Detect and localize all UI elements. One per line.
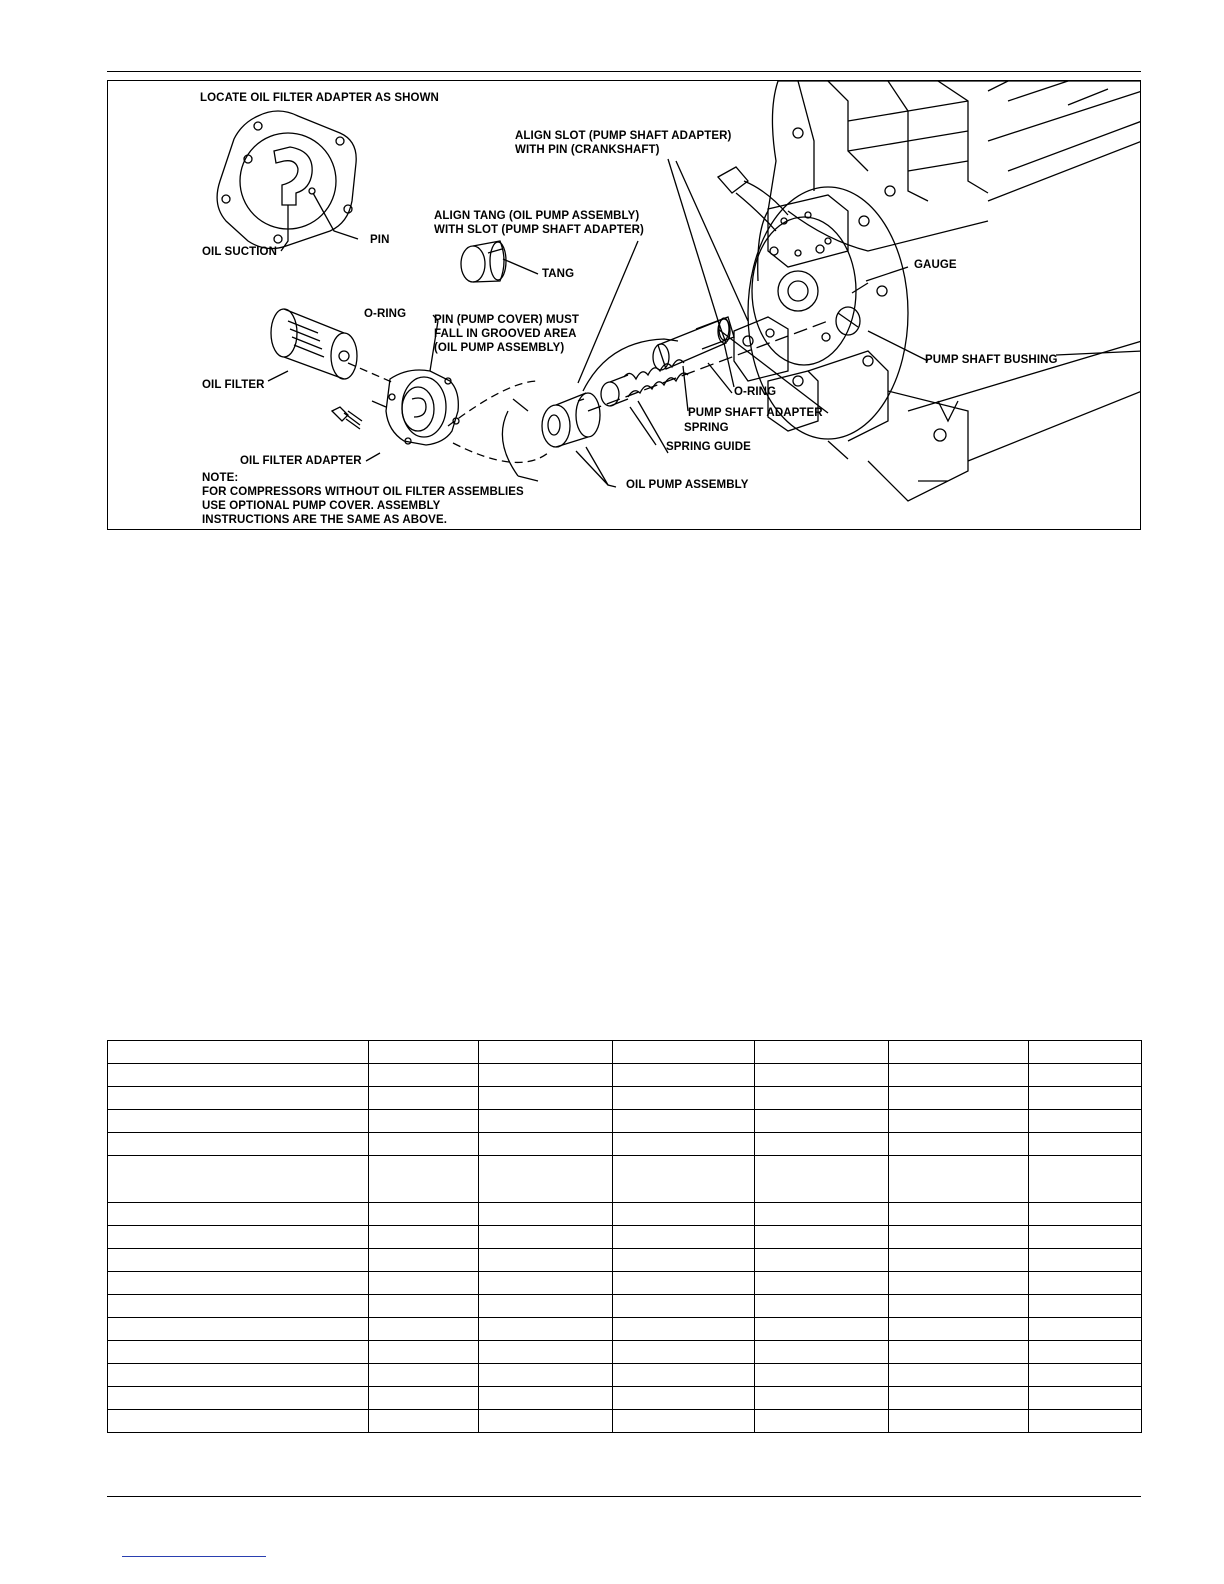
specification-table — [107, 1040, 1142, 1433]
table-cell — [889, 1064, 1029, 1087]
table-cell — [889, 1295, 1029, 1318]
table-cell — [369, 1272, 479, 1295]
table-cell — [108, 1041, 369, 1064]
oil-filter-adapter-drawing — [372, 370, 459, 445]
table-cell — [479, 1226, 613, 1249]
table-cell — [369, 1203, 479, 1226]
table-cell — [479, 1364, 613, 1387]
table-row — [108, 1133, 1142, 1156]
table-row — [108, 1226, 1142, 1249]
header-rule — [107, 71, 1141, 72]
table-cell — [479, 1064, 613, 1087]
table-cell — [108, 1318, 369, 1341]
table-cell — [889, 1041, 1029, 1064]
table-cell — [755, 1041, 889, 1064]
table-cell — [479, 1318, 613, 1341]
table-cell — [755, 1364, 889, 1387]
footer-rule — [107, 1496, 1141, 1497]
table-cell — [889, 1341, 1029, 1364]
label-oil-suction: OIL SUCTION — [202, 246, 278, 258]
oil-pump-assembly-drawing — [542, 393, 600, 447]
table-cell — [755, 1226, 889, 1249]
table-cell — [1029, 1295, 1142, 1318]
table-cell — [479, 1203, 613, 1226]
table-cell — [108, 1410, 369, 1433]
table-cell — [108, 1295, 369, 1318]
table-row — [108, 1272, 1142, 1295]
table-cell — [755, 1387, 889, 1410]
table-cell — [613, 1156, 755, 1203]
label-pin-pump-cover-line1: PIN (PUMP COVER) MUST — [434, 314, 580, 326]
table-cell — [479, 1156, 613, 1203]
table-row — [108, 1087, 1142, 1110]
table-cell — [108, 1249, 369, 1272]
table-row — [108, 1203, 1142, 1226]
label-o-ring-left: O-RING — [364, 308, 407, 320]
table-cell — [1029, 1249, 1142, 1272]
adapter-top-view — [217, 111, 356, 249]
table-cell — [369, 1249, 479, 1272]
table-cell — [1029, 1110, 1142, 1133]
table-cell — [889, 1110, 1029, 1133]
table-cell — [479, 1087, 613, 1110]
table-cell — [613, 1364, 755, 1387]
table-cell — [479, 1110, 613, 1133]
note-line-2: USE OPTIONAL PUMP COVER. ASSEMBLY — [202, 500, 441, 512]
table-cell — [479, 1249, 613, 1272]
table-cell — [889, 1410, 1029, 1433]
label-spring-guide: SPRING GUIDE — [666, 441, 751, 453]
table-cell — [369, 1410, 479, 1433]
table-cell — [369, 1041, 479, 1064]
table-row — [108, 1364, 1142, 1387]
table-cell — [613, 1295, 755, 1318]
table-cell — [755, 1249, 889, 1272]
table-cell — [613, 1318, 755, 1341]
table-cell — [755, 1156, 889, 1203]
table-cell — [613, 1133, 755, 1156]
label-pin-pump-cover-line3: (OIL PUMP ASSEMBLY) — [434, 342, 565, 354]
table-row — [108, 1410, 1142, 1433]
table-cell — [369, 1087, 479, 1110]
table-cell — [755, 1087, 889, 1110]
note-line-3: INSTRUCTIONS ARE THE SAME AS ABOVE. — [202, 514, 448, 526]
table-row — [108, 1110, 1142, 1133]
table-cell — [1029, 1387, 1142, 1410]
table-cell — [369, 1364, 479, 1387]
table-cell — [479, 1295, 613, 1318]
table-cell — [613, 1226, 755, 1249]
table-cell — [755, 1295, 889, 1318]
label-align-tang-line1: ALIGN TANG (OIL PUMP ASSEMBLY) — [434, 210, 640, 222]
table-cell — [479, 1410, 613, 1433]
table-cell — [613, 1272, 755, 1295]
table-cell — [108, 1087, 369, 1110]
label-spring: SPRING — [684, 422, 729, 434]
table-row — [108, 1064, 1142, 1087]
table-cell — [1029, 1318, 1142, 1341]
table-cell — [613, 1249, 755, 1272]
footer-link-underline[interactable] — [122, 1556, 266, 1557]
table-cell — [369, 1110, 479, 1133]
table-cell — [1029, 1272, 1142, 1295]
label-tang: TANG — [542, 268, 575, 280]
label-o-ring-right: O-RING — [734, 386, 777, 398]
compressor-housing-drawing — [718, 81, 1141, 501]
table-cell — [755, 1133, 889, 1156]
table-cell — [889, 1203, 1029, 1226]
table-cell — [1029, 1410, 1142, 1433]
table-cell — [755, 1272, 889, 1295]
table-cell — [369, 1156, 479, 1203]
table-cell — [108, 1064, 369, 1087]
table-cell — [889, 1387, 1029, 1410]
table-cell — [889, 1364, 1029, 1387]
label-pin-pump-cover-line2: FALL IN GROOVED AREA — [434, 328, 577, 340]
table-cell — [369, 1226, 479, 1249]
table-cell — [108, 1272, 369, 1295]
table-row — [108, 1156, 1142, 1203]
table-cell — [1029, 1364, 1142, 1387]
table-cell — [613, 1341, 755, 1364]
table-cell — [369, 1341, 479, 1364]
table-cell — [613, 1203, 755, 1226]
table-cell — [479, 1341, 613, 1364]
label-pump-shaft-bushing: PUMP SHAFT BUSHING — [925, 354, 1058, 366]
label-align-slot-line1: ALIGN SLOT (PUMP SHAFT ADAPTER) — [515, 130, 732, 142]
table-cell — [889, 1318, 1029, 1341]
table-row — [108, 1041, 1142, 1064]
table-cell — [369, 1387, 479, 1410]
table-cell — [1029, 1226, 1142, 1249]
label-align-slot-line2: WITH PIN (CRANKSHAFT) — [515, 144, 660, 156]
table-cell — [108, 1387, 369, 1410]
table-row — [108, 1318, 1142, 1341]
table-cell — [613, 1410, 755, 1433]
bolt-drawing — [332, 407, 362, 429]
table-cell — [889, 1087, 1029, 1110]
table-cell — [613, 1087, 755, 1110]
table-cell — [108, 1203, 369, 1226]
table-cell — [755, 1064, 889, 1087]
table-cell — [889, 1156, 1029, 1203]
table-cell — [755, 1341, 889, 1364]
table-cell — [1029, 1203, 1142, 1226]
table-cell — [108, 1226, 369, 1249]
oil-filter-drawing — [271, 309, 357, 379]
note-heading: NOTE: — [202, 472, 239, 484]
table-cell — [479, 1041, 613, 1064]
table-cell — [1029, 1087, 1142, 1110]
label-oil-pump-assembly: OIL PUMP ASSEMBLY — [626, 479, 749, 491]
table-cell — [889, 1249, 1029, 1272]
table-cell — [108, 1133, 369, 1156]
table-cell — [108, 1341, 369, 1364]
table-cell — [755, 1203, 889, 1226]
label-pin: PIN — [370, 234, 390, 246]
table-cell — [369, 1295, 479, 1318]
label-locate: LOCATE OIL FILTER ADAPTER AS SHOWN — [200, 92, 439, 104]
label-oil-filter: OIL FILTER — [202, 379, 265, 391]
table-cell — [108, 1364, 369, 1387]
table-row — [108, 1295, 1142, 1318]
table-cell — [889, 1133, 1029, 1156]
table-row — [108, 1387, 1142, 1410]
specification-table-body — [108, 1041, 1142, 1433]
table-cell — [479, 1272, 613, 1295]
table-cell — [1029, 1064, 1142, 1087]
table-cell — [479, 1133, 613, 1156]
table-cell — [889, 1272, 1029, 1295]
table-cell — [613, 1041, 755, 1064]
table-cell — [755, 1410, 889, 1433]
table-cell — [889, 1226, 1029, 1249]
table-cell — [1029, 1341, 1142, 1364]
table-cell — [108, 1156, 369, 1203]
pump-shaft-adapter-drawing — [653, 317, 734, 370]
spring-drawing — [624, 360, 688, 397]
table-row — [108, 1249, 1142, 1272]
table-cell — [613, 1387, 755, 1410]
table-cell — [369, 1133, 479, 1156]
table-cell — [755, 1318, 889, 1341]
table-cell — [1029, 1041, 1142, 1064]
label-oil-filter-adapter: OIL FILTER ADAPTER — [240, 455, 362, 467]
table-cell — [1029, 1133, 1142, 1156]
table-cell — [613, 1064, 755, 1087]
table-cell — [755, 1110, 889, 1133]
label-gauge: GAUGE — [914, 259, 957, 271]
oil-pump-assembly-figure — [107, 80, 1141, 530]
table-cell — [369, 1318, 479, 1341]
table-cell — [613, 1110, 755, 1133]
table-cell — [1029, 1156, 1142, 1203]
table-row — [108, 1341, 1142, 1364]
label-align-tang-line2: WITH SLOT (PUMP SHAFT ADAPTER) — [434, 224, 644, 236]
table-cell — [369, 1064, 479, 1087]
table-cell — [479, 1387, 613, 1410]
pump-shaft-adapter-small — [461, 241, 538, 282]
note-line-1: FOR COMPRESSORS WITHOUT OIL FILTER ASSEMBLIES — [202, 486, 524, 498]
table-cell — [108, 1110, 369, 1133]
label-pump-shaft-adapter: PUMP SHAFT ADAPTER — [688, 407, 823, 419]
